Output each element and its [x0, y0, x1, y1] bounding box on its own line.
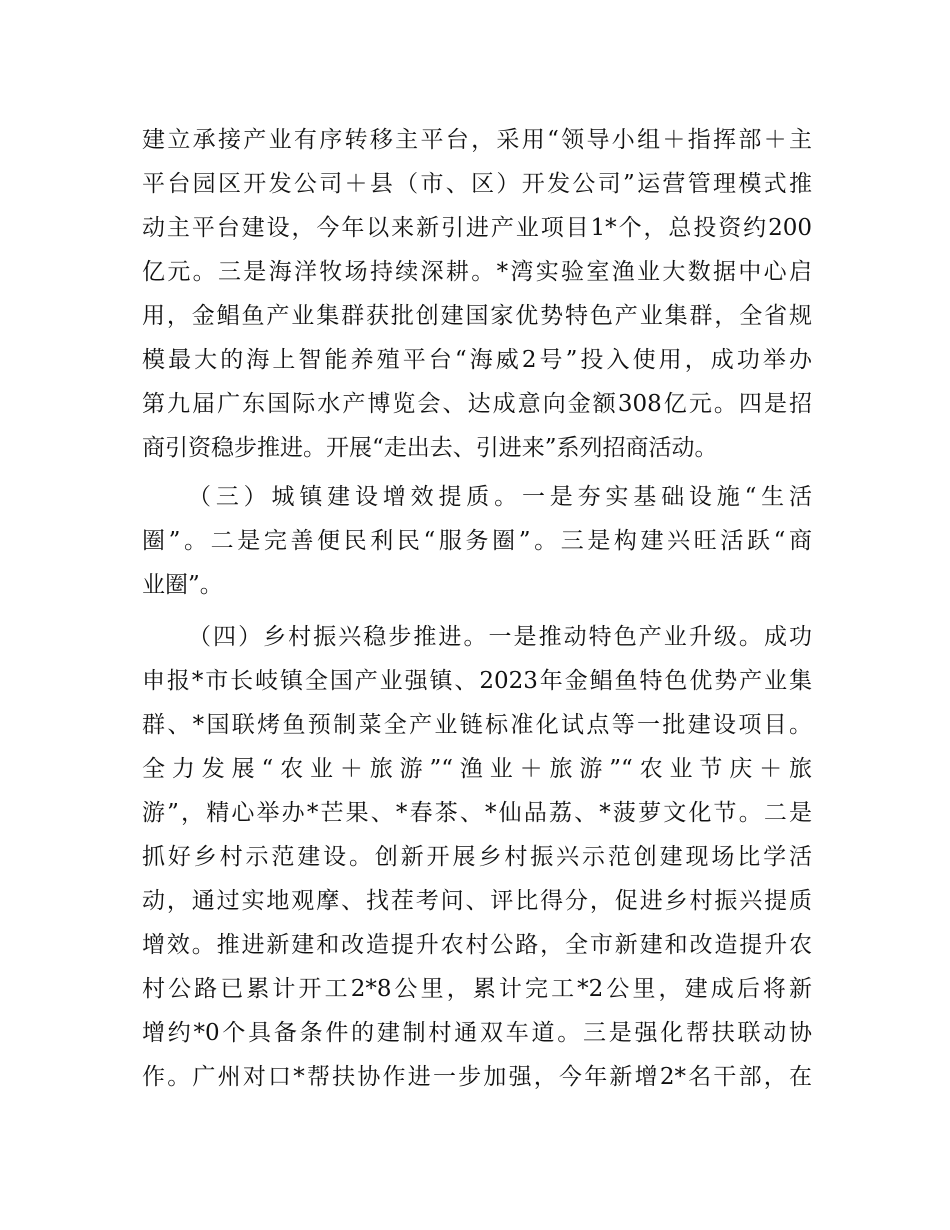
text-line: 增约*0个具备条件的建制村通双车道。三是强化帮扶联动协	[142, 1020, 812, 1046]
text-line: 群、*国联烤鱼预制菜全产业链标准化试点等一批建设项目。	[142, 712, 812, 738]
paragraph-urban-construction	[142, 475, 812, 607]
text-line: 动，通过实地观摩、找茬考问、评比得分，促进乡村振兴提质	[142, 888, 812, 914]
text-line: （三）城镇建设增效提质。一是夯实基础设施“生活	[188, 484, 812, 510]
text-line: 作。广州对口*帮扶协作进一步加强，今年新增2*名干部，在	[142, 1064, 812, 1090]
text-line: 商引资稳步推进。开展“走出去、引进来”系列招商活动。	[142, 435, 718, 461]
text-line: 游”，精心举办*芒果、*春茶、*仙品荔、*菠萝文化节。二是	[142, 800, 812, 826]
text-line: 全力发展“农业＋旅游”“渔业＋旅游”“农业节庆＋旅	[142, 756, 812, 782]
text-line: 村公路已累计开工2*8公里，累计完工*2公里，建成后将新	[142, 976, 812, 1002]
text-line: 抓好乡村示范建设。创新开展乡村振兴示范创建现场比学活	[142, 844, 812, 870]
text-line: （四）乡村振兴稳步推进。一是推动特色产业升级。成功	[188, 624, 812, 650]
text-line: 动主平台建设，今年以来新引进产业项目1*个，总投资约200	[142, 215, 812, 241]
text-line: 第九届广东国际水产博览会、达成意向金额308亿元。四是招	[142, 391, 812, 417]
paragraph-rural-revitalization	[142, 615, 812, 1099]
text-line: 用，金鲳鱼产业集群获批创建国家优势特色产业集群，全省规	[142, 303, 812, 329]
text-line: 建立承接产业有序转移主平台，采用“领导小组＋指挥部＋主	[142, 127, 812, 153]
text-line: 增效。推进新建和改造提升农村公路，全市新建和改造提升农	[142, 932, 812, 958]
text-line: 平台园区开发公司＋县（市、区）开发公司”运营管理模式推	[142, 171, 812, 197]
text-line: 模最大的海上智能养殖平台“海威2号”投入使用，成功举办	[142, 347, 812, 373]
text-line: 圈”。二是完善便民利民“服务圈”。三是构建兴旺活跃“商	[142, 528, 812, 554]
text-line: 业圈”。	[142, 572, 223, 598]
text-line: 亿元。三是海洋牧场持续深耕。*湾实验室渔业大数据中心启	[142, 259, 812, 285]
text-line: 申报*市长岐镇全国产业强镇、2023年金鲳鱼特色优势产业集	[142, 668, 812, 694]
paragraph-industry-platform	[142, 118, 812, 470]
